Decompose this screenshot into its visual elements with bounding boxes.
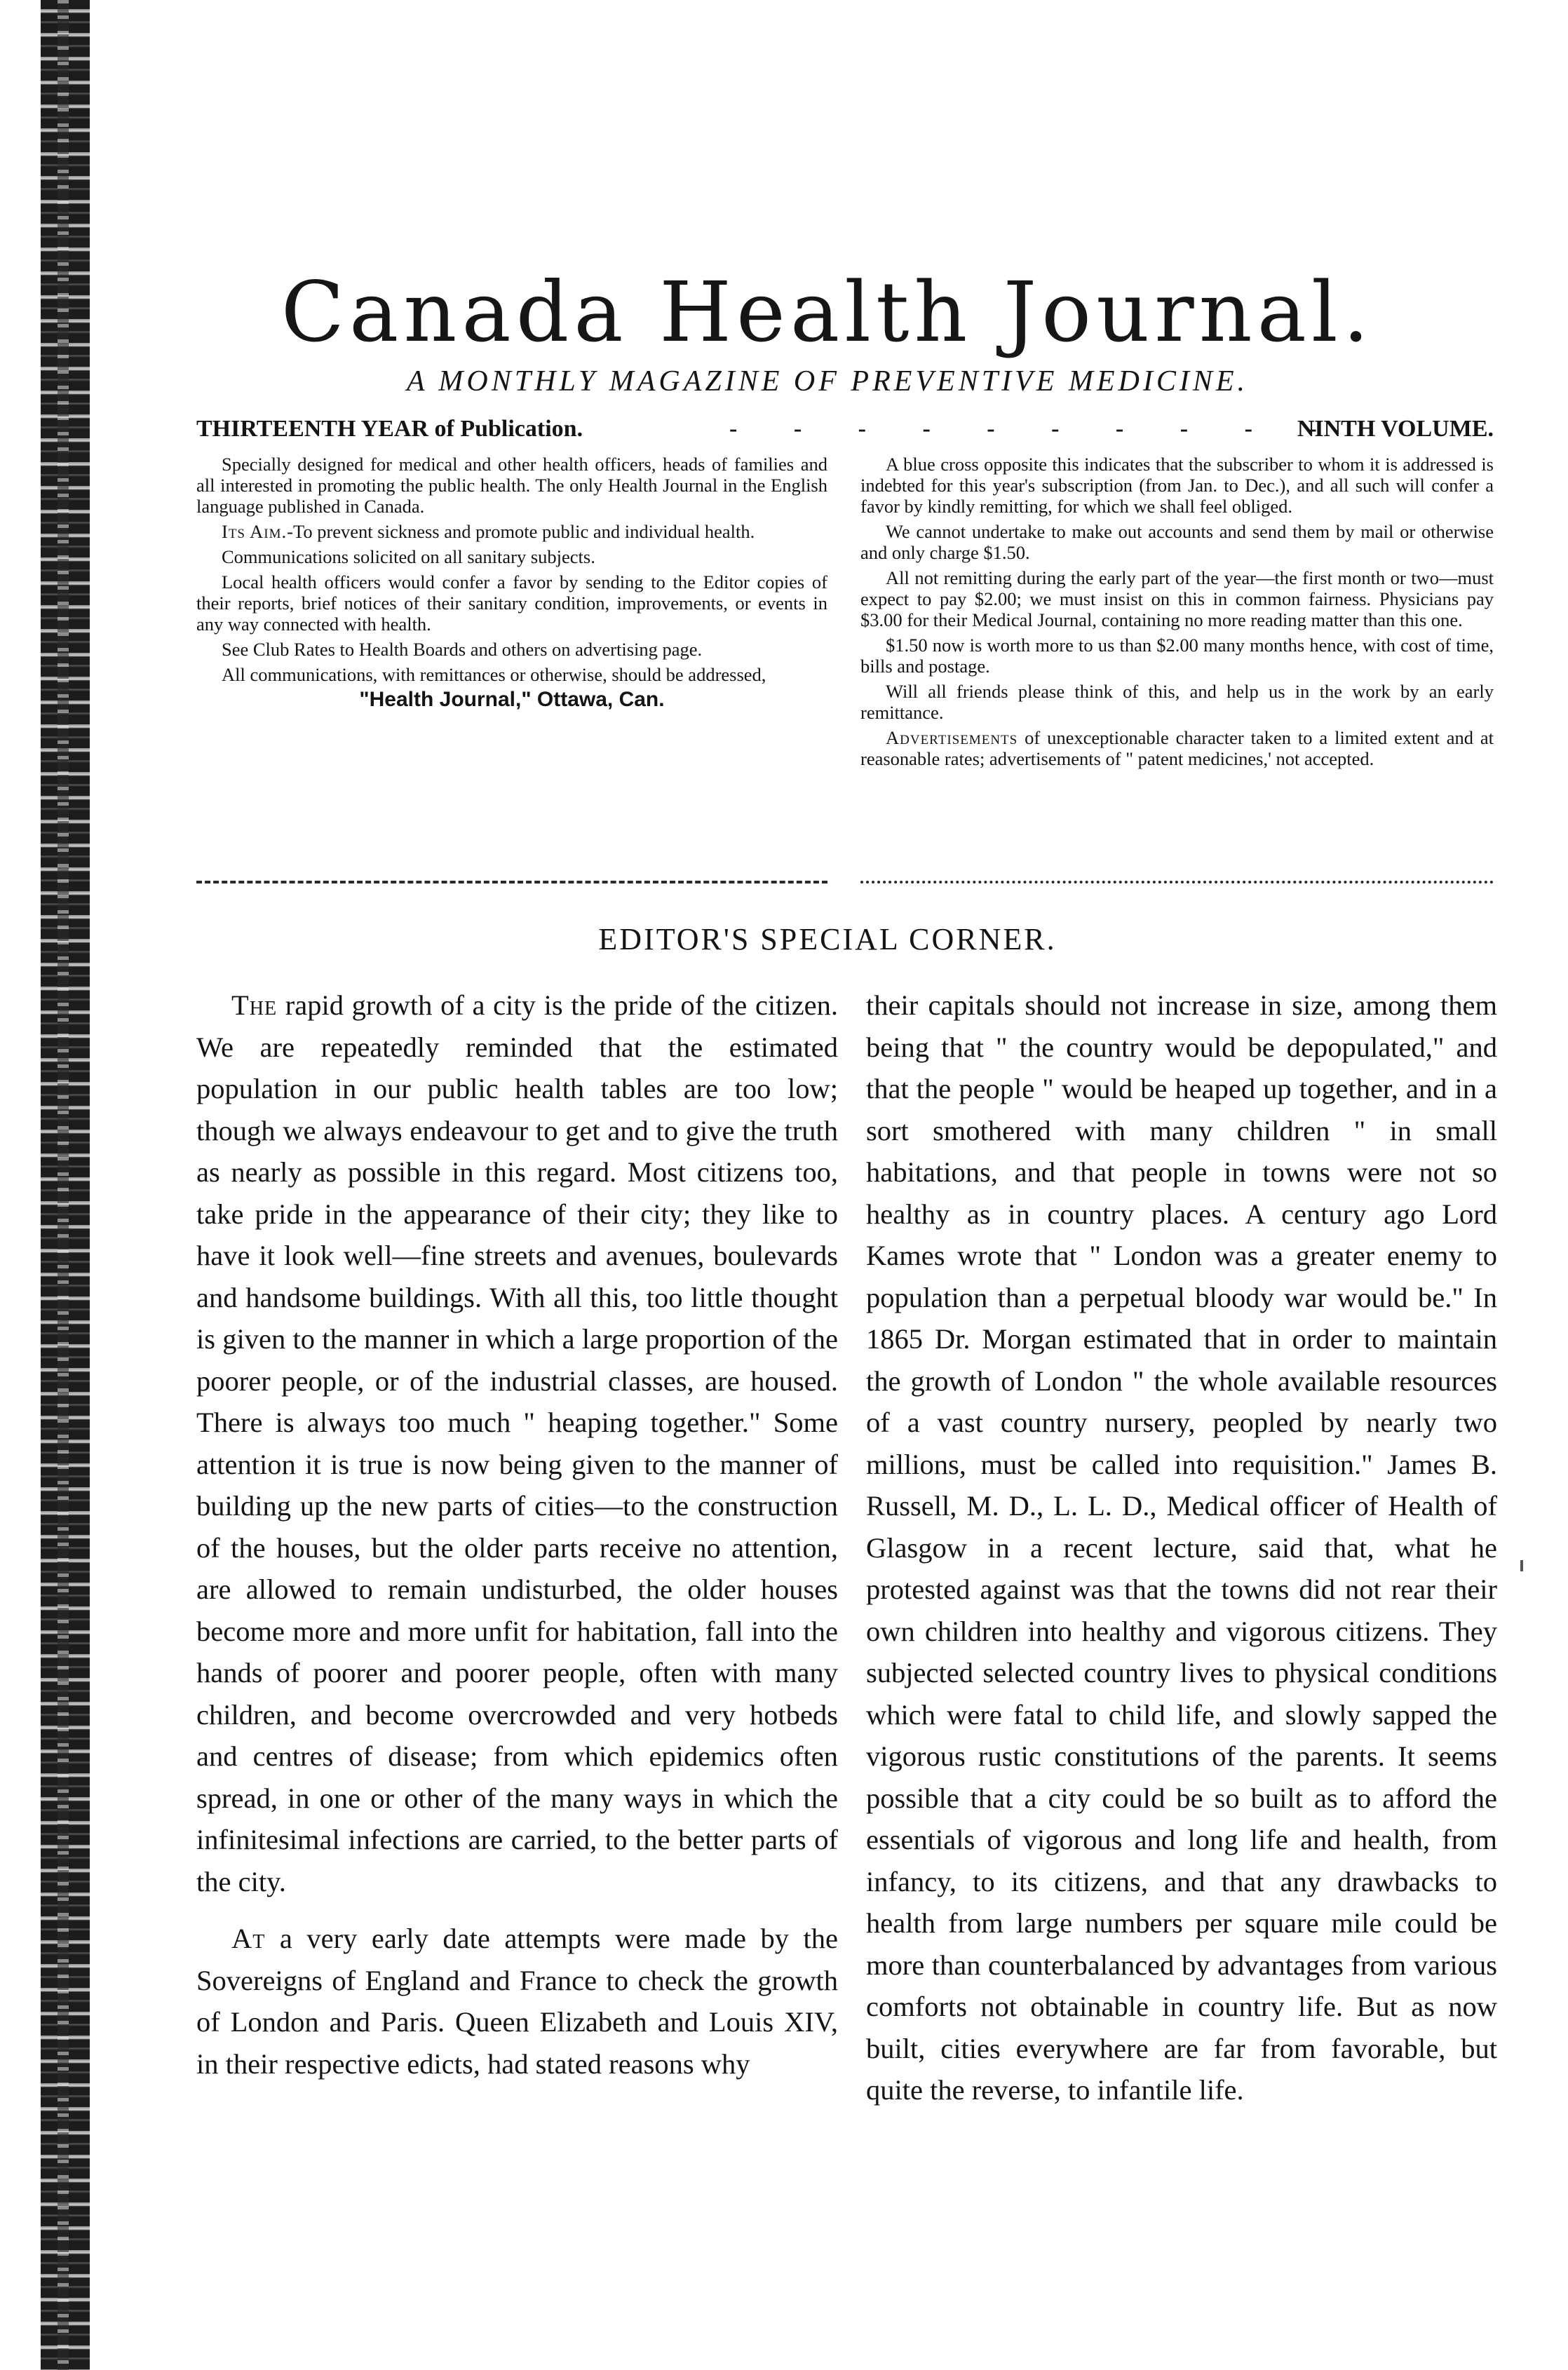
info-advertisements-text: of unexceptionable character taken to a limited extent and at reasonable rates; advertisements of " patent medicines,' not accepted. <box>860 727 1494 769</box>
info-friends: Will all friends please think of this, and help us in the work by an early remittance. <box>860 681 1494 723</box>
info-aim-label: Its Aim. <box>222 521 288 542</box>
article-paragraph-2 <box>196 1918 838 2085</box>
info-aim-text: -To prevent sickness and promote public and individual health. <box>287 521 755 542</box>
info-blue-cross: A blue cross opposite this indicates that the subscriber to whom it is addressed is indebted for this year's subscription (from Jan. to Dec.), and all such will confer a favor by kindly remitting, for which we shall feel obliged. <box>860 454 1494 517</box>
ink-mark <box>1520 1560 1523 1571</box>
info-aim <box>196 521 827 542</box>
divider-rule-left <box>196 881 827 883</box>
paragraph-text: rapid growth of a city is the pride of the citizen. We are repeatedly reminded that the estimated population in our public health tables are too low; though we always endeavour to get and to give the truth as nearly as possible in this regard. Most citizens too, take pride in the appearance of their city; they like to have it look well—fine streets and avenues, boulevards and handsome buildings. With all this, too little thought is given to the manner in which a large proportion of the poorer people, or of the industrial classes, are housed. There is always too much " heaping together." Some attention it is true is now being given to the manner of building up the new parts of cities—to the construction of the houses, but the older parts receive no attention, are allowed to remain undisturbed, the older houses become more and more unfit for habitation, fall into the hands of poorer and poorer people, often with many children, and become overcrowded and very hotbeds and centres of disease; from which epidemics often spread, in one or other of the many ways in which the infinitesimal infections are carried, to the better parts of the city. <box>196 989 839 1897</box>
info-addressing: All communications, with remittances or otherwise, should be addressed, <box>222 664 766 685</box>
dash-leader: - - - - - - - - - - <box>729 416 1342 442</box>
info-advertisements-label: Advertisements <box>886 727 1018 748</box>
info-address: "Health Journal," Ottawa, Can. <box>359 688 665 711</box>
article-column-2 <box>866 984 1497 2111</box>
journal-subtitle: A MONTHLY MAGAZINE OF PREVENTIVE MEDICINE. <box>407 365 1248 398</box>
article-column-1 <box>196 984 838 2085</box>
info-column-left <box>196 454 827 715</box>
info-late-payment: All not remitting during the early part of the year—the first month or two—must expect to pay $2.00; we must insist on this in common fairness. Physicians pay $3.00 for their Medical Journal, containing no more reading matter than this one. <box>860 567 1494 630</box>
info-description: Specially designed for medical and other health officers, heads of families and all interested in promoting the public health. The only Health Journal in the English language published in Canada. <box>196 454 827 517</box>
info-communications: Communications solicited on all sanitary subjects. <box>222 546 595 567</box>
article-paragraph-1 <box>196 984 838 1902</box>
section-heading: EDITOR'S SPECIAL CORNER. <box>598 922 1057 956</box>
page-binding-edge <box>41 0 90 2370</box>
volume-number: NINTH VOLUME. <box>1297 416 1494 442</box>
paragraph-text: a very early date attempts were made by the Sovereigns of England and France to check the growth of London and Paris. Queen Elizabeth and Louis XIV, in their respective edicts, had stated reasons why <box>196 1923 838 2080</box>
paragraph-lead: The <box>231 989 278 1021</box>
paragraph-lead: At <box>231 1923 266 1954</box>
info-column-right <box>860 454 1494 773</box>
article-paragraph-continued: their capitals should not increase in size, among them being that " the country would be depopulated," and that the people " would be heaped up together, and in a sort smothered with many children " in small habitations, and that people in towns were not so healthy as in country places. A century ago Lord Kames wrote that " London was a greater enemy to population than a perpetual bloody war would be." In 1865 Dr. Morgan estimated that in order to maintain the growth of London " the whole available resources of a vast country nursery, peopled by nearly two millions, must be called into requisition." James B. Russell, M. D., L. L. D., Medical officer of Health of Glasgow in a recent lecture, said that, what he protested against was that the towns did not rear their own children into healthy and vigorous citizens. They subjected selected country lives to physical conditions which were fatal to child life, and slowly sapped the vigorous rustic constitutions of the parents. It seems possible that a city could be so built as to afford the essentials of vigorous and long life and health, from infancy, to its citizens, and that any drawbacks to health from large numbers per square mile could be more than counterbalanced by advantages from various comforts not obtainable in country life. But as now built, cities everywhere are far from favorable, but quite the reverse, to infantile life. <box>866 989 1497 2106</box>
journal-title: Canada Health Journal. <box>281 264 1374 360</box>
info-advertisements <box>860 727 1494 769</box>
divider-rule-right <box>860 881 1494 883</box>
info-local-officers: Local health officers would confer a favor by sending to the Editor copies of their reports, brief notices of their sanitary condition, improvements, or events in any way connected with health. <box>196 571 827 635</box>
info-club-rates: See Club Rates to Health Boards and others on advertising page. <box>222 639 703 660</box>
info-value-now: $1.50 now is worth more to us than $2.00 many months hence, with cost of time, bills and postage. <box>860 635 1494 677</box>
publication-info-row <box>196 412 1494 447</box>
info-accounts: We cannot undertake to make out accounts and send them by mail or otherwise and only charge $1.50. <box>860 521 1494 563</box>
publication-year: THIRTEENTH YEAR of Publication. <box>196 416 583 442</box>
